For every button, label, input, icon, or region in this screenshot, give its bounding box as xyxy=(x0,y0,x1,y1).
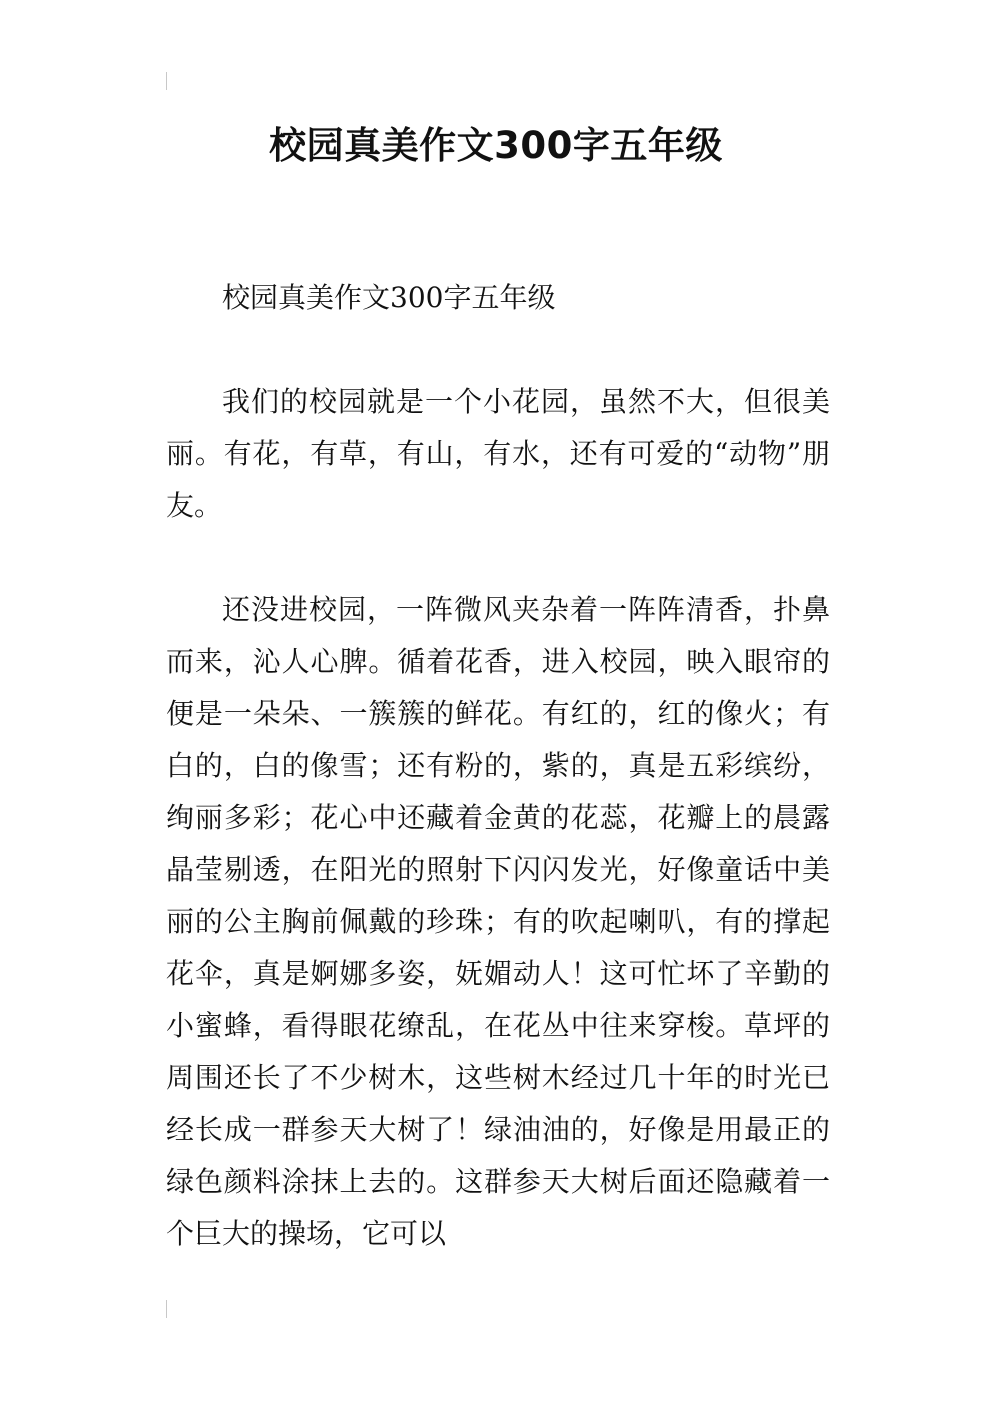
document-body xyxy=(166,272,830,1312)
body-paragraph-main: 还没进校园，一阵微风夹杂着一阵阵清香，扑鼻而来，沁人心脾。循着花香，进入校园，映入眼帘的便是一朵朵、一簇簇的鲜花。有红的，红的像火；有白的，白的像雪；还有粉的，紫的，真是五彩缤纷，绚丽多彩；花心中还藏着金黄的花蕊，花瓣上的晨露晶莹剔透，在阳光的照射下闪闪发光，好像童话中美丽的公主胸前佩戴的珍珠；有的吹起喇叭，有的撑起花伞，真是婀娜多姿，妩媚动人！这可忙坏了辛勤的小蜜蜂，看得眼花缭乱，在花丛中往来穿梭。草坪的周围还长了不少树木，这些树木经过几十年的时光已经长成一群参天大树了！绿油油的，好像是用最正的绿色颜料涂抹上去的。这群参天大树后面还隐藏着一个巨大的操场，它可以 xyxy=(166,593,830,1250)
document-title: 校园真美作文300字五年级 xyxy=(269,124,723,167)
body-subtitle-paragraph: 校园真美作文300字五年级 xyxy=(222,281,556,314)
page-corner-mark-top xyxy=(166,72,167,90)
body-paragraph-intro: 我们的校园就是一个小花园，虽然不大，但很美丽。有花，有草，有山，有水，还有可爱的“动物”朋友。 xyxy=(166,385,830,522)
